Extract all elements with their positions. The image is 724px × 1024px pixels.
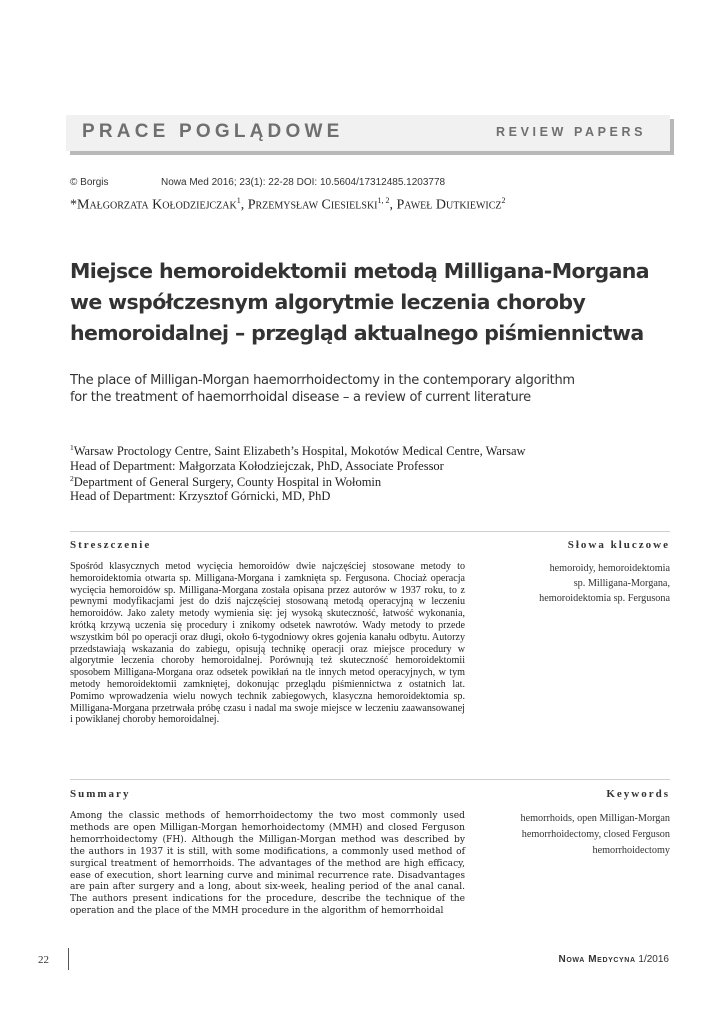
author-2: , Przemysław Ciesielski: [240, 197, 378, 213]
keywords-line-1: hemorrhoids, open Milligan-Morgan: [520, 813, 670, 824]
affiliation-1-sup: 1: [70, 443, 74, 452]
streszczenie-heading: Streszczenie: [70, 539, 152, 551]
section-label-en: REVIEW PAPERS: [496, 125, 647, 139]
slowa-kluczowe-heading: Słowa kluczowe: [567, 539, 670, 551]
keywords-line-2: hemorrhoidectomy, closed Ferguson: [521, 829, 670, 840]
copyright: © Borgis: [70, 177, 109, 188]
summary-heading: Summary: [70, 788, 131, 800]
journal-name: [559, 954, 669, 965]
author-1: *Małgorzata Kołodziejczak: [70, 197, 237, 213]
slowa-kluczowe-line-1: hemoroidy, hemoroidektomia: [549, 563, 670, 574]
keywords-list: [470, 811, 670, 859]
journal-title: Nowa Medycyna: [558, 954, 636, 965]
affiliation-2-sup: 2: [70, 474, 74, 483]
section-label-pl: PRACE POGLĄDOWE: [82, 121, 344, 142]
page-number: 22: [38, 954, 49, 966]
slowa-kluczowe-line-3: hemoroidektomia sp. Fergusona: [539, 593, 670, 604]
author-1-sup: 1: [236, 196, 241, 205]
keywords-heading: Keywords: [606, 788, 670, 800]
citation: Nowa Med 2016; 23(1): 22-28 DOI: 10.5604/17312485.1203778: [161, 177, 446, 188]
affiliation-1-head: Head of Department: Małgorzata Kołodziejczak, PhD, Associate Professor: [70, 459, 444, 473]
author-3-sup: 2: [501, 196, 506, 205]
author-3: , Paweł Dutkiewicz: [389, 197, 502, 213]
keywords-line-3: hemorrhoidectomy: [592, 845, 670, 856]
footer-divider: [68, 948, 69, 970]
slowa-kluczowe-line-2: sp. Milligana-Morgana,: [573, 578, 670, 589]
journal-issue: 1/2016: [635, 954, 669, 965]
divider-streszczenie: [70, 531, 670, 532]
title-pl-line-1: Miejsce hemoroidektomii metodą Milligana-Morgana: [70, 259, 650, 283]
affiliation-2: $^2$Department of General Surgery, County Hospital in Wołomin: [70, 474, 382, 490]
summary-text: Among the classic methods of hemorrhoidectomy the two most commonly used methods are open Milligan-Morgan hemorhoidectomy (MMH) and closed Ferguson hemorrhoidectomy (FH). Although the Milligan-Morgan method was described by the authors in 1937 it is still, with some modifications, a commonly used method of surgical treatment of hemorrhoids. The advantages of the method are high efficacy, ease of execution, short learning curve and minimal recurrence rate. Disadvantages are pain after surgery and a long, about six-week, healing period of the anal canal. The authors present indications for the procedure, describe the technique of the operation and the place of the MMH procedure in the algorithm of hemorrhoidal: [70, 811, 465, 917]
author-2-sup: 1, 2: [377, 196, 390, 205]
affiliation-1: $^1$Warsaw Proctology Centre, Saint Elizabeth’s Hospital, Mokotów Medical Centre, Warsaw: [70, 443, 526, 459]
affiliation-2-head: Head of Department: Krzysztof Górnicki, MD, PhD: [70, 489, 331, 503]
title-en-line-2: for the treatment of haemorrhoidal disease – a review of current literature: [70, 390, 531, 405]
streszczenie-text: Spośród klasycznych metod wycięcia hemoroidów dwie najczęściej stosowane metody to hemoroidektomia otwarta sp. Milligana-Morgana i zamknięta sp. Fergusona. Chociaż operacja wycięcia hemoroidów sp. Milligana-Morgana została opisana przez autorów w 1937 roku, to z pewnymi modyfikacjami jest do dziś najczęściej stosowaną metodą operacyjną w leczeniu hemoroidów. Jako zalety metody wymienia się: jej wysoką skuteczność, łatwość wykonania, krótką krzywą uczenia się procedury i znikomy odsetek nawrotów. Wady metody to przede wszystkim ból po operacji oraz długi, około 6-tygodniowy okres gojenia kanału odbytu. Autorzy przedstawiają wskazania do zabiegu, opisują technikę operacji oraz miejsce procedury w algorytmie leczenia choroby hemoroidalnej. Porównują też skuteczność hemoroidektomii sposobem Milligana-Morgana oraz odsetek powikłań na tle innych metod operacyjnych, w tym metody hemoroidektomii zamkniętej, dokonując przeglądu piśmiennictwa z ostatnich lat. Pomimo wprowadzenia wielu nowych technik zabiegowych, klasyczna hemoroidektomia sp. Milligana-Morgana przetrwała próbę czasu i nadal ma swoje miejsce w leczeniu zaawansowanej i powikłanej choroby hemoroidalnej.: [70, 561, 465, 726]
title-en-line-1: The place of Milligan-Morgan haemorrhoidectomy in the contemporary algorithm: [70, 373, 575, 388]
authors: [70, 196, 506, 214]
title-pl-line-2: we współczesnym algorytmie leczenia choroby: [70, 290, 586, 314]
divider-summary: [70, 779, 670, 780]
slowa-kluczowe-list: [470, 561, 670, 606]
title-pl-line-3: hemoroidalnej – przegląd aktualnego piśmiennictwa: [70, 321, 644, 345]
